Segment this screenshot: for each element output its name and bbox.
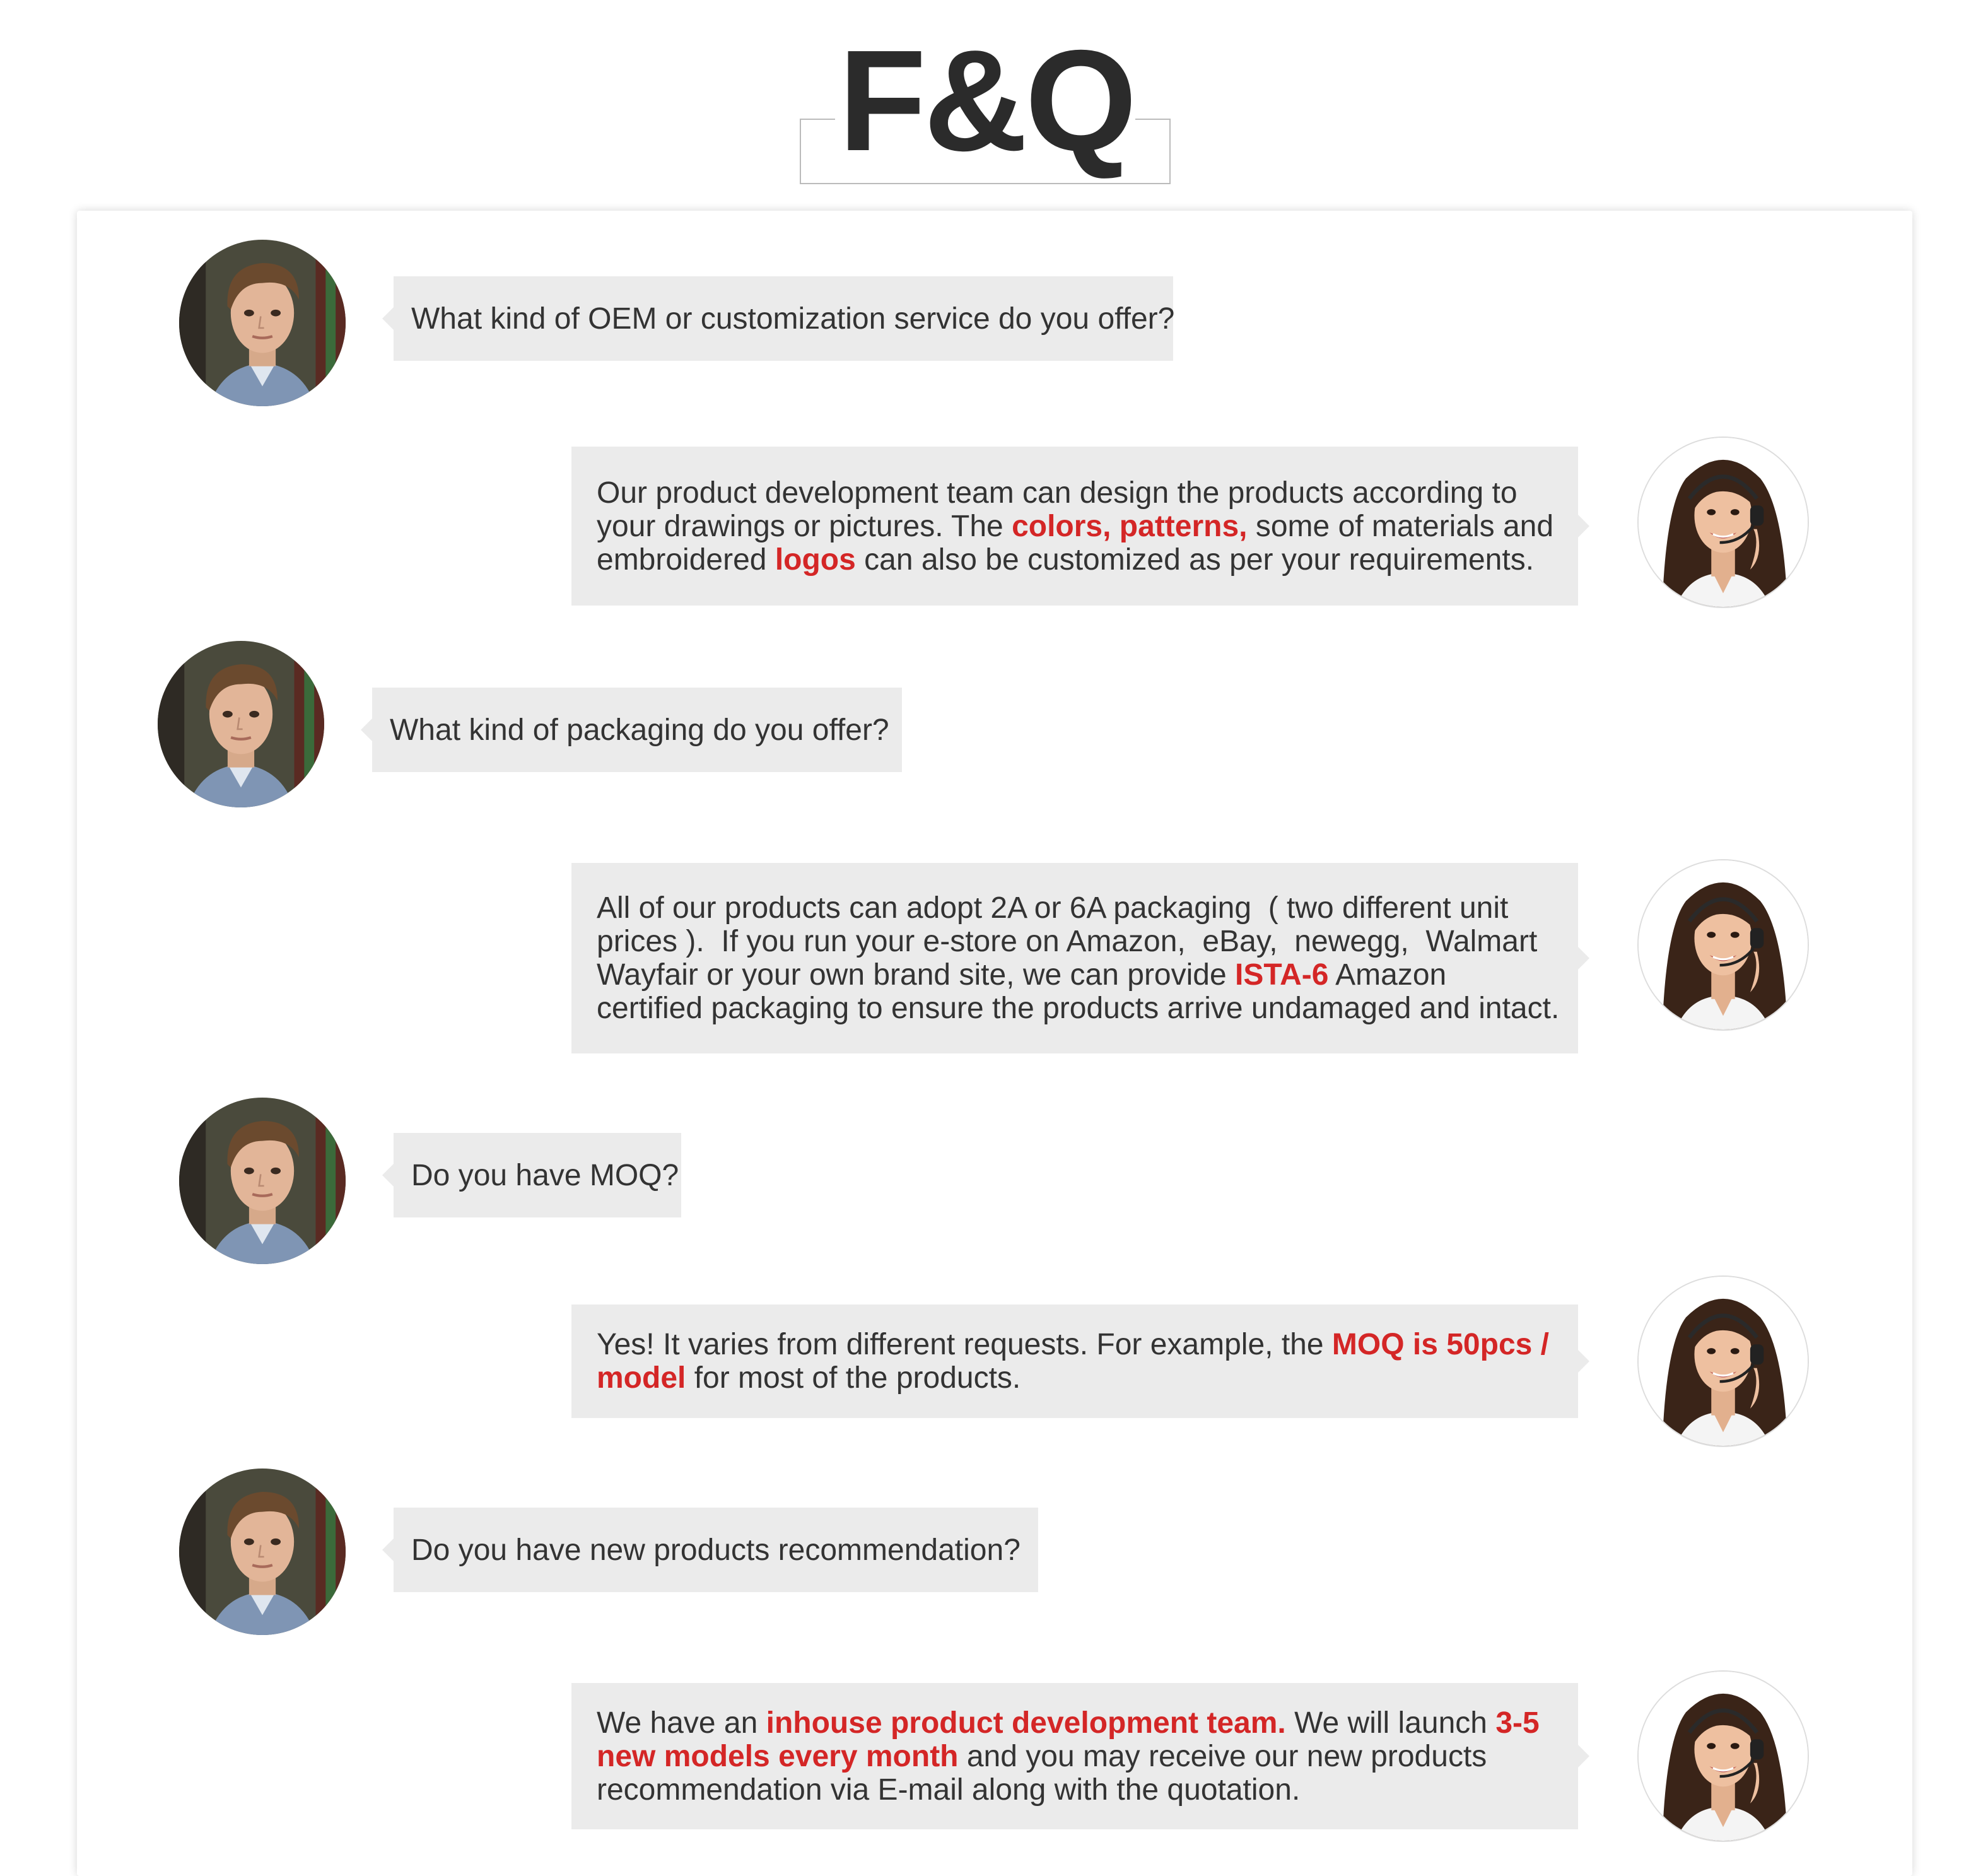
answer-text [597, 476, 1560, 577]
question-text: Do you have MOQ? [411, 1158, 679, 1192]
question-text: Do you have new products recommendation? [411, 1533, 1021, 1567]
question-text: What kind of packaging do you offer? [390, 713, 889, 747]
answer-text-segment: some of materials and embroidered [597, 509, 1554, 577]
highlight-text: colors, patterns, [1012, 509, 1248, 543]
highlight-text: logos [775, 542, 856, 577]
customer-avatar-icon [179, 240, 346, 406]
customer-avatar-icon [179, 1098, 346, 1264]
answer-text-segment: for most of the products. [686, 1361, 1021, 1395]
question-bubble [394, 1508, 1038, 1592]
agent-headset-avatar-icon [1637, 1670, 1809, 1842]
agent-headset-avatar-icon [1637, 859, 1809, 1031]
agent-headset-avatar-icon [1637, 437, 1809, 608]
highlight-text: 3-5 new models every month [597, 1706, 1540, 1773]
customer-avatar-icon [158, 641, 324, 807]
question-bubble [372, 688, 902, 772]
answer-bubble [571, 447, 1578, 606]
customer-avatar-icon [179, 1469, 346, 1635]
answer-text [597, 1328, 1560, 1395]
page-title: F&Q [838, 21, 1135, 181]
answer-text-segment: Our product development team can design the products according to your drawings or pictures. The [597, 476, 1518, 543]
answer-bubble [571, 1683, 1578, 1829]
answer-text-segment: We will launch [1285, 1706, 1496, 1740]
answer-bubble [571, 1304, 1578, 1418]
answer-text-segment: All of our products can adopt 2A or 6A packaging ( two different unit prices ). If you run your e-store on Amazon, eBay, newegg, Walmart Wayfair or your own brand site, we can provide [597, 891, 1538, 992]
question-text: What kind of OEM or customization service do you offer? [411, 302, 1175, 336]
question-bubble [394, 276, 1173, 361]
highlight-text: ISTA-6 [1235, 958, 1329, 992]
answer-text-segment: and you may receive our new products recommendation via E-mail along with the quotation. [597, 1739, 1487, 1807]
answer-text-segment: Amazon certified packaging to ensure the products arrive undamaged and intact. [597, 958, 1560, 1025]
answer-text-segment: We have an [597, 1706, 766, 1740]
question-bubble [394, 1133, 681, 1217]
answer-text [597, 1706, 1560, 1807]
answer-text [597, 891, 1560, 1025]
highlight-text: inhouse product development team. [766, 1706, 1286, 1740]
answer-text-segment: Yes! It varies from different requests. For example, the [597, 1328, 1332, 1361]
answer-bubble [571, 863, 1578, 1053]
answer-text-segment: can also be customized as per your requirements. [855, 542, 1535, 577]
agent-headset-avatar-icon [1637, 1275, 1809, 1447]
highlight-text: MOQ is 50pcs / model [597, 1328, 1550, 1395]
